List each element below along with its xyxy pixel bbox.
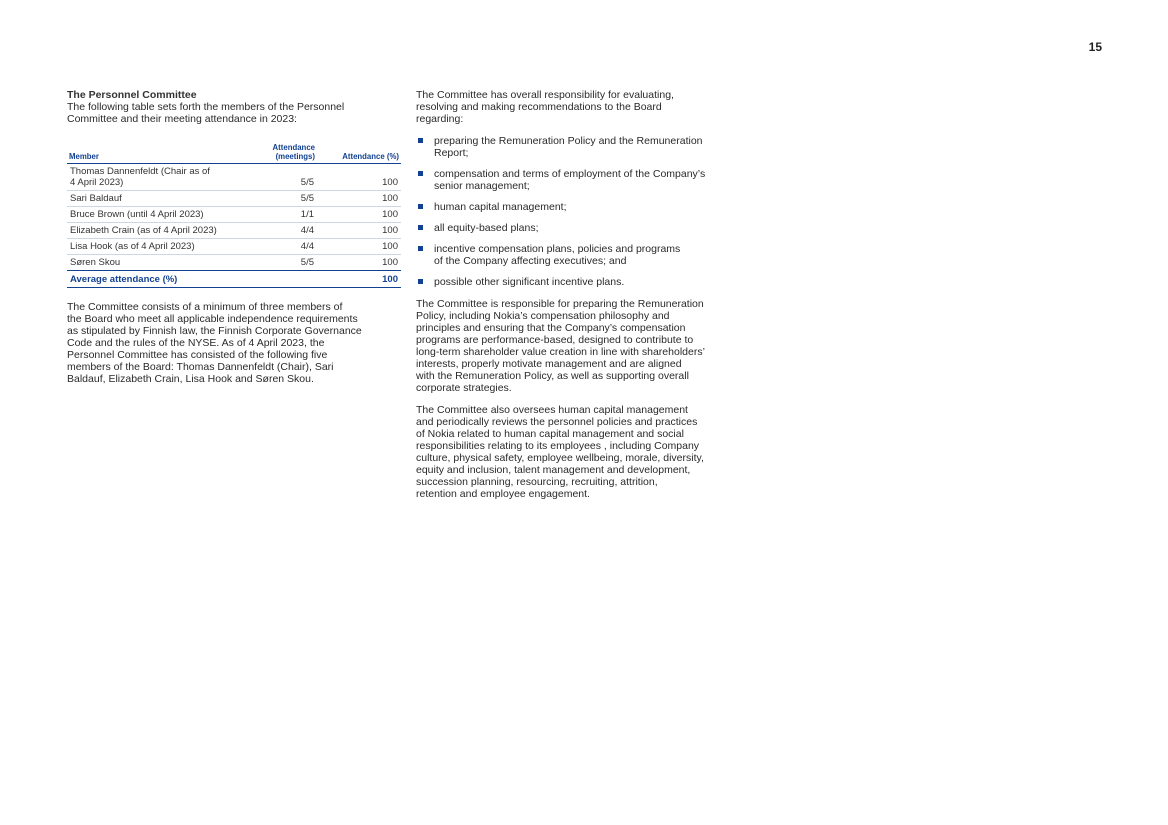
bullet-square-icon: [418, 171, 423, 176]
text-line: retention and employee engagement.: [416, 488, 590, 500]
list-item: [416, 201, 752, 213]
bullet-square-icon: [418, 246, 423, 251]
text-line: culture, physical safety, employee wellbeing, morale, diversity,: [416, 452, 704, 464]
text-line: members of the Board: Thomas Dannenfeldt (Chair), Sari: [67, 361, 334, 373]
text-line: Policy, including Nokia’s compensation philosophy and: [416, 310, 670, 322]
percent-cell: 100: [317, 255, 401, 271]
text-line: preparing the Remuneration Policy and the Remuneration: [434, 135, 703, 147]
list-item: [416, 243, 752, 267]
meetings-cell: 5/5: [243, 164, 317, 191]
text-line: corporate strategies.: [416, 382, 512, 394]
table-row: [67, 207, 401, 223]
right-column: [416, 89, 752, 500]
left-column: [67, 89, 401, 385]
text-line: Personnel Committee has consisted of the following five: [67, 349, 328, 361]
average-value: 100: [317, 271, 401, 288]
text-line: The Committee is responsible for preparing the Remuneration: [416, 298, 704, 310]
text-line: of the Company affecting executives; and: [434, 255, 627, 267]
attendance-table: [67, 143, 401, 288]
responsibility-intro: [416, 89, 752, 125]
list-item: [416, 222, 752, 234]
text-line: possible other significant incentive plans.: [434, 276, 625, 288]
remuneration-paragraph: [416, 298, 752, 394]
text-line: senior management;: [434, 180, 530, 192]
table-row: [67, 164, 401, 191]
meetings-cell: 5/5: [243, 191, 317, 207]
text-line: of Nokia related to human capital management and social: [416, 428, 684, 440]
text-line: Code and the rules of the NYSE. As of 4 April 2023, the: [67, 337, 325, 349]
text-line: with the Remuneration Policy, as well as supporting overall: [416, 370, 689, 382]
header-line: Attendance: [272, 143, 315, 152]
name-line: Thomas Dannenfeldt (Chair as of: [70, 166, 210, 177]
list-item: [416, 168, 752, 192]
text-line: resolving and making recommendations to the Board: [416, 101, 662, 113]
text-line: The following table sets forth the members of the Personnel: [67, 101, 345, 113]
member-name: Søren Skou: [67, 255, 243, 271]
text-line: regarding:: [416, 113, 464, 125]
bullet-square-icon: [418, 138, 423, 143]
member-name: Elizabeth Crain (as of 4 April 2023): [67, 223, 243, 239]
text-line: interests, properly motivate management and are aligned: [416, 358, 682, 370]
table-header-row: [67, 143, 401, 164]
text-line: the Board who meet all applicable independence requirements: [67, 313, 358, 325]
section-heading: The Personnel Committee: [67, 89, 197, 101]
text-line: human capital management;: [434, 201, 567, 213]
text-line: and periodically reviews the personnel policies and practices: [416, 416, 698, 428]
text-line: principles and ensuring that the Company’s compensation: [416, 322, 686, 334]
text-line: Report;: [434, 147, 469, 159]
meetings-cell: 4/4: [243, 239, 317, 255]
human-capital-paragraph: [416, 404, 752, 500]
member-name: Sari Baldauf: [67, 191, 243, 207]
text-line: The Committee consists of a minimum of three members of: [67, 301, 343, 313]
member-name: Bruce Brown (until 4 April 2023): [67, 207, 243, 223]
text-line: equity and inclusion, talent management and development,: [416, 464, 691, 476]
bullet-square-icon: [418, 225, 423, 230]
header-line: (meetings): [275, 152, 315, 161]
text-line: as stipulated by Finnish law, the Finnish Corporate Governance: [67, 325, 362, 337]
page-number: 15: [1088, 40, 1102, 54]
table-row: [67, 239, 401, 255]
text-line: programs are performance-based, designed to contribute to: [416, 334, 694, 346]
text-line: all equity-based plans;: [434, 222, 539, 234]
average-label: Average attendance (%): [67, 271, 317, 288]
text-line: Baldauf, Elizabeth Crain, Lisa Hook and Søren Skou.: [67, 373, 314, 385]
member-name: Lisa Hook (as of 4 April 2023): [67, 239, 243, 255]
text-line: incentive compensation plans, policies and programs: [434, 243, 681, 255]
text-line: succession planning, resourcing, recruiting, attrition,: [416, 476, 658, 488]
bullet-square-icon: [418, 204, 423, 209]
header-attendance-meetings: [243, 143, 317, 164]
percent-cell: 100: [317, 207, 401, 223]
list-item: [416, 276, 752, 288]
percent-cell: 100: [317, 164, 401, 191]
composition-paragraph: [67, 301, 401, 385]
header-attendance-percent: Attendance (%): [317, 143, 401, 164]
text-line: Committee and their meeting attendance in 2023:: [67, 113, 297, 125]
text-line: The Committee also oversees human capital management: [416, 404, 688, 416]
meetings-cell: 1/1: [243, 207, 317, 223]
average-row: [67, 271, 401, 288]
percent-cell: 100: [317, 223, 401, 239]
header-member: Member: [67, 143, 243, 164]
meetings-cell: 4/4: [243, 223, 317, 239]
text-line: The Committee has overall responsibility for evaluating,: [416, 89, 674, 101]
meetings-cell: 5/5: [243, 255, 317, 271]
bullet-square-icon: [418, 279, 423, 284]
table-row: [67, 223, 401, 239]
member-name: [67, 164, 243, 191]
table-row: [67, 191, 401, 207]
responsibility-list: [416, 135, 752, 288]
text-line: long-term shareholder value creation in line with shareholders’: [416, 346, 705, 358]
percent-cell: 100: [317, 239, 401, 255]
text-line: compensation and terms of employment of the Company’s: [434, 168, 706, 180]
table-row: [67, 255, 401, 271]
name-line: 4 April 2023): [70, 177, 124, 188]
text-line: responsibilities relating to its employees , including Company: [416, 440, 700, 452]
list-item: [416, 135, 752, 159]
table-intro: [67, 101, 401, 125]
percent-cell: 100: [317, 191, 401, 207]
